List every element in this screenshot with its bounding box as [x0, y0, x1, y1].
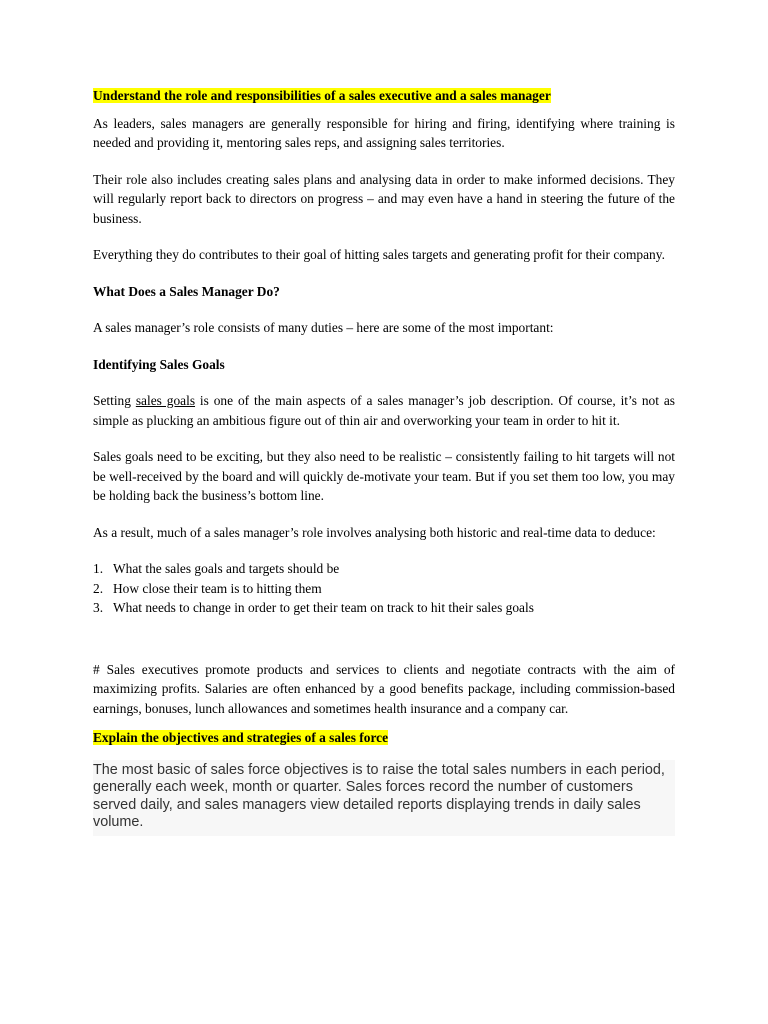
intro-paragraph-3: Everything they do contributes to their goal of hitting sales targets and generating profit for their company. — [93, 247, 665, 262]
numbered-list — [93, 559, 675, 618]
list-item — [93, 598, 675, 618]
highlighted-heading-text: Understand the role and responsibilities of a sales executive and a sales manager — [93, 88, 551, 103]
duties-intro-paragraph: A sales manager’s role consists of many duties – here are some of the most important: — [93, 320, 554, 335]
list-item-text: What needs to change in order to get their team on track to hit their sales goals — [113, 600, 534, 615]
goals-paragraph-3: As a result, much of a sales manager’s role involves analysing both historic and real-time data to deduce: — [93, 524, 656, 540]
list-item-text: How close their team is to hitting them — [113, 580, 322, 596]
list-number: 1. — [93, 561, 104, 576]
list-item-text: What the sales goals and targets should be — [113, 561, 340, 576]
sales-executive-paragraph: # Sales executives promote products and services to clients and negotiate contracts with the aim of maximizing profits. Salaries are often enhanced by a good benefits package, including commission-based earnings, bonuses, lunch allowances and sometimes health insurance and a company car. — [93, 661, 675, 716]
list-item — [93, 579, 675, 599]
goals-text-after: is one of the main aspects of a sales manager’s job description. Of course, it’s not as simple as plucking an ambitious figure out of thin air and overworking your team in order to hit it. — [93, 393, 675, 428]
goals-paragraph-2: Sales goals need to be exciting, but they also need to be realistic – consistently failing to hit targets will not be well-received by the board and will quickly de-motivate your team. But if you set them too low, you may be holding back the business’s bottom line. — [93, 449, 675, 503]
objectives-paragraph: The most basic of sales force objectives is to raise the total sales numbers in each period, generally each week, month or quarter. Sales forces record the number of customers served daily, and sales managers view detailed reports displaying trends in daily sales volume. — [93, 760, 675, 836]
subheading-what-does: What Does a Sales Manager Do? — [93, 283, 280, 299]
sales-goals-link[interactable]: sales goals — [135, 393, 196, 408]
subheading-sales-goals: Identifying Sales Goals — [93, 356, 225, 372]
intro-paragraph-1: As leaders, sales managers are generally responsible for hiring and firing, identifying where training is needed and providing it, mentoring sales reps, and assigning sales territories. — [93, 115, 675, 150]
intro-paragraph-2: Their role also includes creating sales plans and analysing data in order to make informed decisions. They will regularly report back to directors on progress – and may even have a hand in steering the future of the business. — [93, 171, 675, 226]
list-item — [93, 559, 675, 579]
document-page — [93, 86, 675, 836]
goals-text-before: Setting — [93, 393, 136, 408]
section-heading-roles — [93, 86, 675, 106]
section-heading-objectives — [93, 728, 675, 748]
goals-paragraph-1 — [93, 391, 675, 430]
list-number: 3. — [93, 600, 104, 615]
list-number: 2. — [93, 580, 104, 596]
highlighted-heading-text: Explain the objectives and strategies of a sales force — [93, 730, 389, 745]
